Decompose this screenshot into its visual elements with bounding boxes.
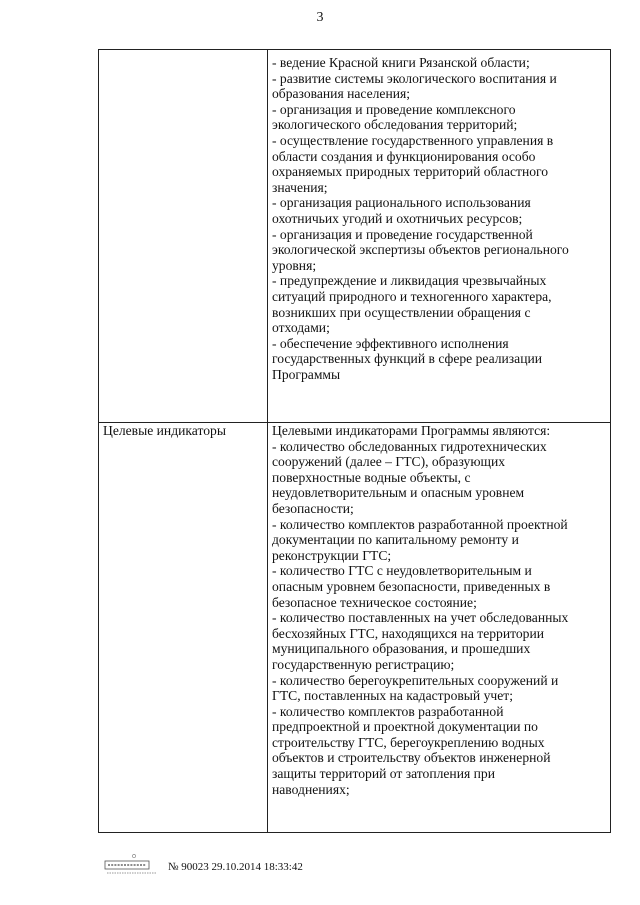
program-passport-table xyxy=(98,49,611,833)
text-line: - развитие системы экологического воспитания и xyxy=(272,70,557,86)
row-label-cell: Целевые индикаторы xyxy=(99,423,268,833)
text-line: - количество ГТС с неудовлетворительным и xyxy=(272,563,532,579)
text-line: безопасное техническое состояние; xyxy=(272,594,477,610)
text-line: государственную регистрацию; xyxy=(272,656,455,672)
text-line: - предупреждение и ликвидация чрезвычайных xyxy=(272,273,547,289)
text-line: - организация и проведение государственной xyxy=(272,226,533,242)
document-footer xyxy=(104,852,404,878)
text-line: возникших при осуществлении обращения с xyxy=(272,304,531,320)
text-line: образования населения; xyxy=(272,86,411,102)
text-line: неудовлетворительным и опасным уровнем xyxy=(272,485,525,501)
text-line: ситуаций природного и техногенного характера, xyxy=(272,288,552,304)
text-line: - организация рационального использования xyxy=(272,195,531,211)
text-line: - количество поставленных на учет обследованных xyxy=(272,610,569,626)
text-line: ГТС, поставленных на кадастровый учет; xyxy=(272,688,513,704)
text-line: экологического обследования территорий; xyxy=(272,117,518,133)
text-line: значения; xyxy=(272,179,328,195)
text-line: - количество берегоукрепительных сооружений и xyxy=(272,672,559,688)
text-line: - осуществление государственного управления в xyxy=(272,132,554,148)
text-line: строительству ГТС, берегоукреплению водных xyxy=(272,734,545,750)
text-line: - количество обследованных гидротехнических xyxy=(272,438,547,454)
text-line: предпроектной и проектной документации по xyxy=(272,719,538,735)
row-content-cell xyxy=(268,423,611,833)
registration-stamp-icon xyxy=(104,852,160,878)
text-line: реконструкции ГТС; xyxy=(272,547,392,563)
text-line: Программы xyxy=(272,366,341,382)
text-line: муниципального образования, и прошедших xyxy=(272,641,531,657)
text-line: защиты территорий от затопления при xyxy=(272,766,495,782)
text-line: государственных функций в сфере реализации xyxy=(272,351,543,367)
text-line: охотничьих угодий и охотничьих ресурсов; xyxy=(272,210,523,226)
text-line: уровня; xyxy=(272,257,317,273)
text-line: области создания и функционирования особо xyxy=(272,148,536,164)
text-line: - организация и проведение комплексного xyxy=(272,101,516,117)
registration-number-timestamp: № 90023 29.10.2014 18:33:42 xyxy=(168,861,303,873)
text-line: документации по капитальному ремонту и xyxy=(272,532,519,548)
text-line: объектов и строительству объектов инженерной xyxy=(272,750,551,766)
table-row xyxy=(99,50,611,423)
row-content-cell xyxy=(268,50,611,423)
text-line: экологической экспертизы объектов регионального xyxy=(272,242,569,258)
text-line: опасным уровнем безопасности, приведенных в xyxy=(272,578,551,594)
text-line: - количество комплектов разработанной xyxy=(272,703,504,719)
text-line: охраняемых природных территорий областного xyxy=(272,164,549,180)
table-row xyxy=(99,423,611,833)
text-line: наводнениях; xyxy=(272,781,350,797)
text-line: поверхностные водные объекты, с xyxy=(272,469,471,485)
text-line: отходами; xyxy=(272,320,330,336)
page-number: 3 xyxy=(316,10,324,25)
row-label-cell xyxy=(99,50,268,423)
text-line: Целевыми индикаторами Программы являются: xyxy=(272,423,551,438)
text-line: - обеспечение эффективного исполнения xyxy=(272,335,509,351)
text-line: безопасности; xyxy=(272,500,354,516)
text-line: сооружений (далее – ГТС), образующих xyxy=(272,454,506,470)
text-line: - количество комплектов разработанной проектной xyxy=(272,516,568,532)
text-line: - ведение Красной книги Рязанской области; xyxy=(272,55,530,70)
text-line: бесхозяйных ГТС, находящихся на территории xyxy=(272,625,545,641)
